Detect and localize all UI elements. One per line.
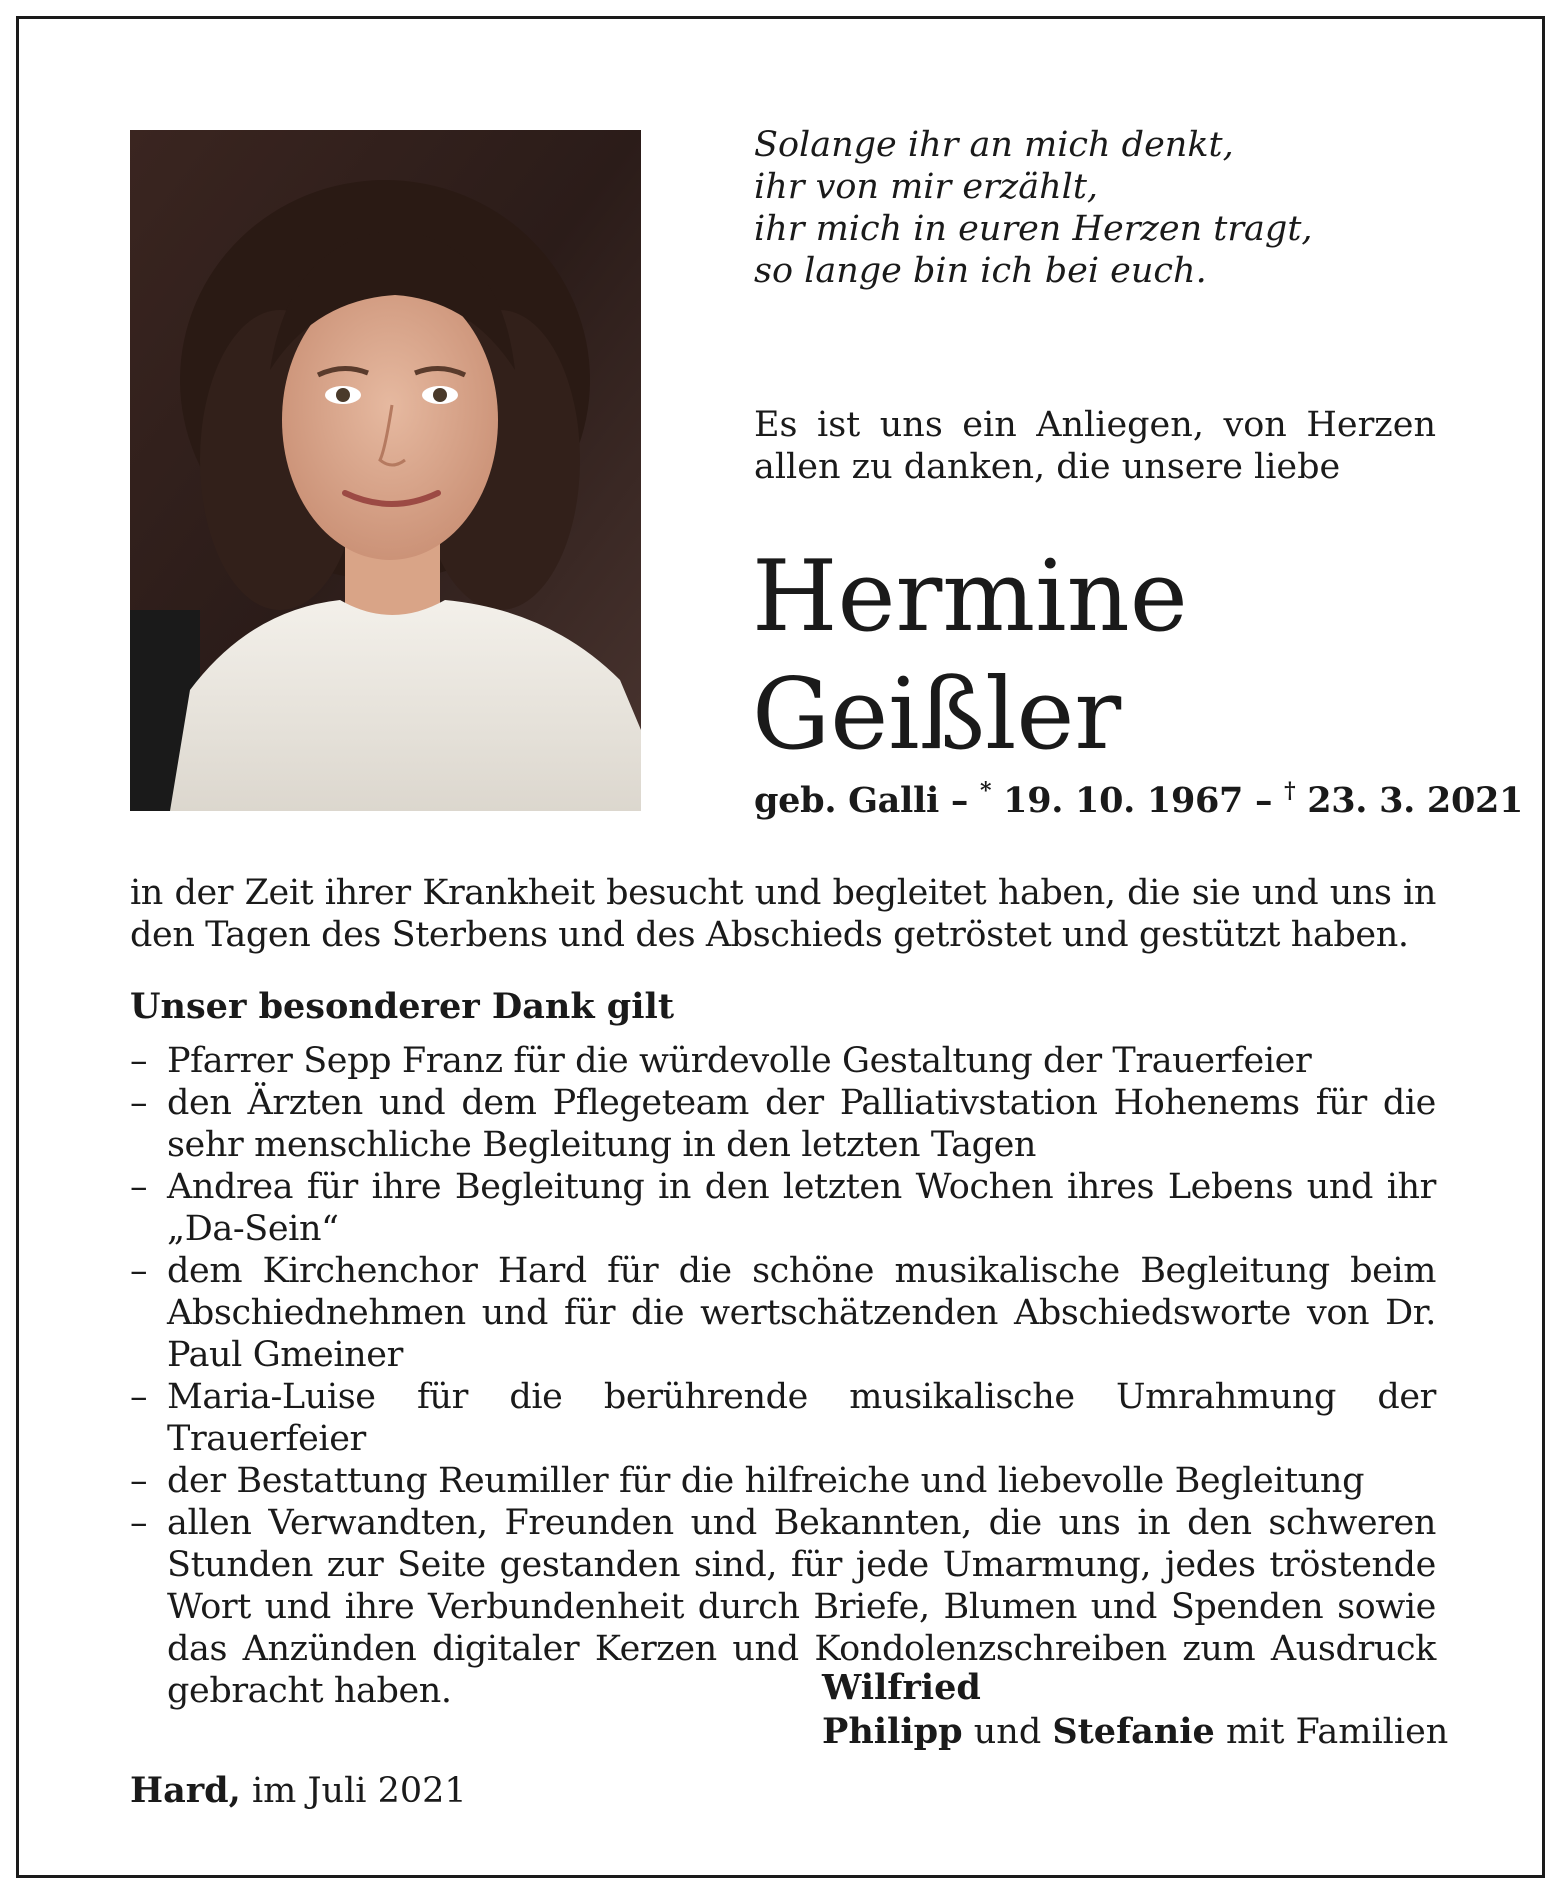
intro-text: Es ist uns ein Anliegen, von Herzen allen zu danken, die unsere liebe bbox=[754, 405, 1436, 487]
list-item: – der Bestattung Reumiller für die hilfreiche und liebevolle Begleitung bbox=[130, 1461, 1365, 1501]
dash-bullet: – bbox=[130, 1167, 148, 1207]
list-item: – dem Kirchenchor Hard für die schöne musikalische Begleitung beim Abschiednehmen und für die wertschätzenden Abschiedsworte von Dr. Paul Gmeiner bbox=[130, 1251, 1436, 1375]
signer-name: Wilfried bbox=[822, 1667, 981, 1708]
poem-line: Solange ihr an mich denkt, bbox=[754, 125, 1234, 165]
poem-line: ihr mich in euren Herzen tragt, bbox=[754, 209, 1313, 249]
list-item: – Pfarrer Sepp Franz für die würdevolle Gestaltung der Trauerfeier bbox=[130, 1041, 1312, 1081]
death-symbol: † bbox=[1284, 778, 1296, 804]
place-date bbox=[130, 1770, 467, 1811]
dash-bullet: – bbox=[130, 1083, 148, 1123]
death-date: 23. 3. 2021 bbox=[1295, 780, 1524, 821]
body-text: in der Zeit ihrer Krankheit besucht und begleitet haben, die sie und uns in den Tagen des Sterbens und des Abschieds getröstet und gestützt haben. bbox=[130, 873, 1436, 955]
first-name: Hermine bbox=[752, 540, 1188, 654]
poem-line: ihr von mir erzählt, bbox=[754, 167, 1099, 207]
last-name: Geißler bbox=[752, 658, 1122, 772]
poem bbox=[754, 124, 1454, 292]
list-item: – allen Verwandten, Freunden und Bekannten, die uns in den schweren Stunden zur Seite gestanden sind, für jede Umarmung, jedes tröstende Wort und ihre Verbundenheit durch Briefe, Blumen und Spenden sowie das Anzünden digitaler Kerzen und Kondolenzschreiben zum Ausdruck gebracht haben. bbox=[130, 1503, 1436, 1711]
dash-bullet: – bbox=[130, 1251, 148, 1291]
dash-bullet: – bbox=[130, 1041, 148, 1081]
list-item: – Andrea für ihre Begleitung in den letzten Wochen ihres Lebens und ihr „Da-Sein“ bbox=[130, 1167, 1436, 1249]
list-item: – den Ärzten und dem Pflegeteam der Palliativstation Hohenems für die sehr menschliche Begleitung in den letzten Tagen bbox=[130, 1083, 1436, 1165]
birth-date: 19. 10. 1967 bbox=[991, 780, 1244, 821]
dash-bullet: – bbox=[130, 1503, 148, 1543]
date-text: im Juli 2021 bbox=[240, 1771, 467, 1811]
signer-name: Philipp bbox=[822, 1711, 963, 1752]
thanks-list bbox=[130, 1040, 1436, 1712]
thanks-heading: Unser besonderer Dank gilt bbox=[130, 986, 675, 1027]
birth-symbol: * bbox=[980, 778, 992, 804]
portrait-photo bbox=[130, 130, 641, 811]
signature: Wilfried Philipp und Stefanie mit Familien bbox=[822, 1667, 1449, 1752]
deceased-name bbox=[752, 538, 1188, 774]
signer-name: Stefanie bbox=[1052, 1711, 1215, 1752]
place-town: Hard, bbox=[130, 1770, 241, 1811]
dash-bullet: – bbox=[130, 1461, 148, 1501]
life-dates: geb. Galli – * 19. 10. 1967 – † 23. 3. 2021 bbox=[754, 778, 1524, 821]
maiden-name: geb. Galli bbox=[754, 780, 940, 821]
poem-line: so lange bin ich bei euch. bbox=[754, 251, 1207, 291]
list-item: – Maria-Luise für die berührende musikalische Umrahmung der Trauerfeier bbox=[130, 1377, 1436, 1459]
dash-bullet: – bbox=[130, 1377, 148, 1417]
